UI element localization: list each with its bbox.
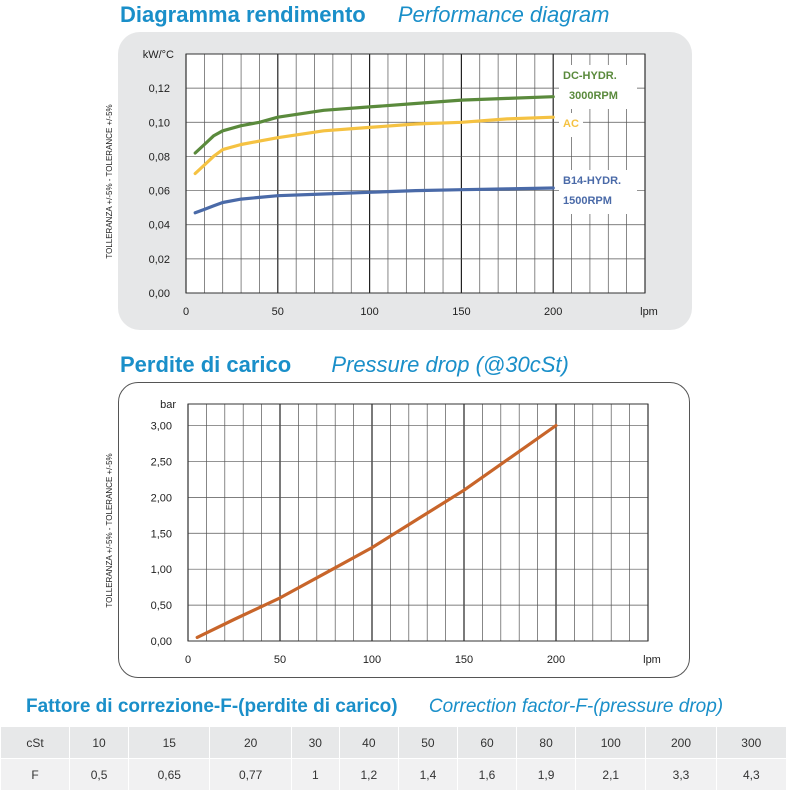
table-cell: 100 xyxy=(576,727,646,759)
table-cell: 3,3 xyxy=(646,759,716,791)
performance-heading-it: Diagramma rendimento xyxy=(120,2,366,27)
x-tick-label: 0 xyxy=(184,654,192,666)
y-tick-label: 0,00 xyxy=(148,288,170,300)
x-tick-label: 100 xyxy=(360,306,379,318)
table-cell: 1,2 xyxy=(339,759,398,791)
y-tick-label: 0,00 xyxy=(150,636,172,648)
legend-label: 3000RPM xyxy=(569,90,618,102)
legend-label: AC xyxy=(563,118,579,130)
table-cell: 30 xyxy=(291,727,339,759)
table-cell: 60 xyxy=(457,727,516,759)
table-cell: 0,65 xyxy=(129,759,210,791)
x-tick-label: 200 xyxy=(544,306,563,318)
correction-heading-en: Correction factor-F-(pressure drop) xyxy=(428,696,724,717)
table-cell: 1,9 xyxy=(517,759,576,791)
table-cell: 2,1 xyxy=(576,759,646,791)
legend-label: DC-HYDR. xyxy=(563,70,617,82)
table-row-cst xyxy=(1,727,787,759)
x-tick-label: 100 xyxy=(362,654,382,666)
y-axis-label: bar xyxy=(160,399,176,411)
table-cell: 0,5 xyxy=(70,759,129,791)
pressure-drop-heading-it: Perdite di carico xyxy=(120,352,292,377)
x-tick-label: 50 xyxy=(273,654,287,666)
table-cell: F xyxy=(1,759,70,791)
table-cell: 10 xyxy=(70,727,129,759)
table-cell: 80 xyxy=(517,727,576,759)
y-tick-label: 0,08 xyxy=(148,151,170,164)
x-axis-label: lpm xyxy=(640,306,658,318)
y-tick-label: 0,02 xyxy=(148,253,170,266)
pressure-drop-heading-en: Pressure drop (@30cSt) xyxy=(331,352,569,377)
y-tick-label: 2,00 xyxy=(150,492,172,505)
table-row-f xyxy=(1,759,787,791)
table-cell: cSt xyxy=(1,727,70,759)
y-axis-label: kW/°C xyxy=(142,49,174,61)
table-cell: 4,3 xyxy=(716,759,786,791)
table-cell: 40 xyxy=(339,727,398,759)
table-cell: 1,4 xyxy=(398,759,457,791)
table-cell: 0,77 xyxy=(210,759,291,791)
y-tick-label: 1,00 xyxy=(150,564,172,577)
table-cell: 50 xyxy=(398,727,457,759)
correction-heading xyxy=(26,696,723,718)
y-tick-label: 0,06 xyxy=(148,185,170,198)
performance-heading-en: Performance diagram xyxy=(397,2,610,27)
legend-label: B14-HYDR. xyxy=(563,175,622,187)
y-tick-label: 0,10 xyxy=(148,117,170,130)
y-tick-label: 2,50 xyxy=(150,456,172,469)
x-tick-label: 150 xyxy=(452,306,471,318)
y-tick-label: 3,00 xyxy=(150,420,172,433)
table-cell: 1 xyxy=(291,759,339,791)
tolerance-label: TOLLERANZA +/-5% - TOLERANCE +/-5% xyxy=(105,453,114,608)
tolerance-label: TOLLERANZA +/-5% - TOLERANCE +/-5% xyxy=(105,104,114,259)
table-cell: 1,6 xyxy=(457,759,516,791)
x-tick-label: 50 xyxy=(271,306,284,318)
y-tick-label: 0,50 xyxy=(150,600,172,613)
x-axis-label: lpm xyxy=(643,654,661,666)
legend-label: 1500RPM xyxy=(563,195,612,207)
table-cell: 20 xyxy=(210,727,291,759)
x-tick-label: 150 xyxy=(454,654,474,666)
plot-area xyxy=(188,404,648,641)
y-tick-label: 1,50 xyxy=(150,528,172,541)
table-cell: 200 xyxy=(646,727,716,759)
y-tick-label: 0,12 xyxy=(148,83,170,96)
x-tick-label: 200 xyxy=(546,654,566,666)
table-cell: 300 xyxy=(716,727,786,759)
y-tick-label: 0,04 xyxy=(148,219,170,232)
table-cell: 15 xyxy=(129,727,210,759)
correction-heading-it: Fattore di correzione-F-(perdite di carico) xyxy=(26,696,398,717)
x-tick-label: 0 xyxy=(182,306,190,318)
correction-factor-table xyxy=(0,726,787,791)
